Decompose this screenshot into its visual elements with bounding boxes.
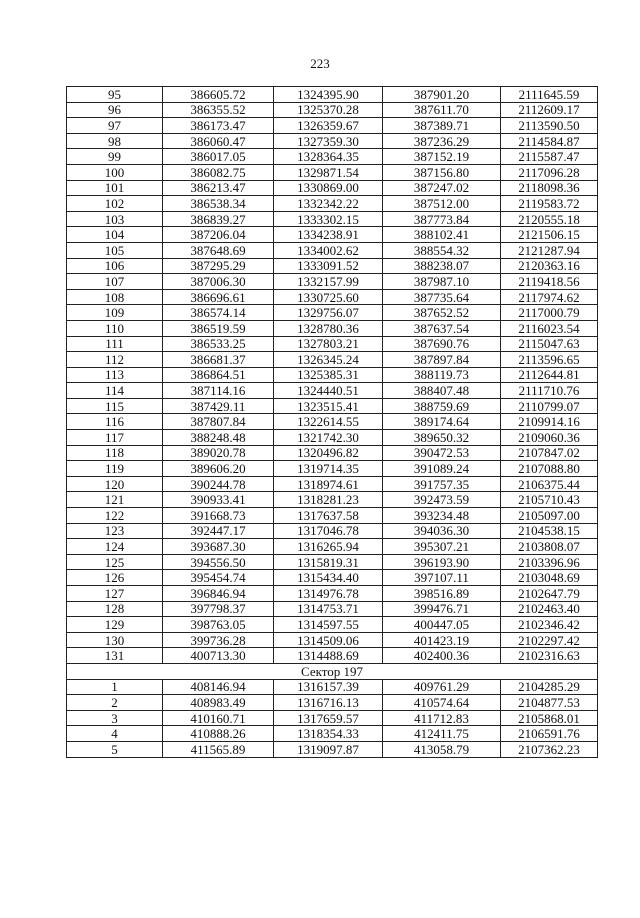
x2-cell: 390472.53 bbox=[383, 445, 501, 461]
x1-cell: 386533.25 bbox=[163, 336, 274, 352]
x1-cell: 386017.05 bbox=[163, 149, 274, 165]
x1-cell: 386605.72 bbox=[163, 87, 274, 103]
point-number-cell: 128 bbox=[67, 601, 163, 617]
table-row bbox=[67, 305, 598, 321]
x2-cell: 388102.41 bbox=[383, 227, 501, 243]
x2-cell: 387236.29 bbox=[383, 133, 501, 149]
y2-cell: 2111645.59 bbox=[501, 87, 598, 103]
point-number-cell: 112 bbox=[67, 352, 163, 368]
table-row bbox=[67, 508, 598, 524]
y2-cell: 2105868.01 bbox=[501, 710, 598, 726]
x1-cell: 387807.84 bbox=[163, 414, 274, 430]
y2-cell: 2114584.87 bbox=[501, 133, 598, 149]
section-title: Сектор 197 bbox=[67, 663, 598, 679]
point-number-cell: 123 bbox=[67, 523, 163, 539]
x2-cell: 393234.48 bbox=[383, 508, 501, 524]
point-number-cell: 110 bbox=[67, 320, 163, 336]
y2-cell: 2102463.40 bbox=[501, 601, 598, 617]
x2-cell: 402400.36 bbox=[383, 648, 501, 664]
y2-cell: 2102647.79 bbox=[501, 586, 598, 602]
y1-cell: 1332342.22 bbox=[274, 196, 383, 212]
point-number-cell: 129 bbox=[67, 617, 163, 633]
x1-cell: 386696.61 bbox=[163, 289, 274, 305]
table-row bbox=[67, 258, 598, 274]
y2-cell: 2109060.36 bbox=[501, 430, 598, 446]
y2-cell: 2103396.96 bbox=[501, 554, 598, 570]
page-number: 223 bbox=[310, 56, 330, 71]
y2-cell: 2116023.54 bbox=[501, 320, 598, 336]
point-number-cell: 106 bbox=[67, 258, 163, 274]
y1-cell: 1319097.87 bbox=[274, 741, 383, 757]
x1-cell: 386519.59 bbox=[163, 320, 274, 336]
y2-cell: 2121506.15 bbox=[501, 227, 598, 243]
y1-cell: 1328364.35 bbox=[274, 149, 383, 165]
point-number-cell: 125 bbox=[67, 554, 163, 570]
point-number-cell: 102 bbox=[67, 196, 163, 212]
point-number-cell: 116 bbox=[67, 414, 163, 430]
x1-cell: 387648.69 bbox=[163, 242, 274, 258]
section-header-body bbox=[67, 663, 598, 679]
x2-cell: 410574.64 bbox=[383, 695, 501, 711]
table-row bbox=[67, 227, 598, 243]
table-row bbox=[67, 741, 598, 757]
x1-cell: 386681.37 bbox=[163, 352, 274, 368]
table-row bbox=[67, 211, 598, 227]
table-row bbox=[67, 601, 598, 617]
table-row bbox=[67, 196, 598, 212]
x2-cell: 387389.71 bbox=[383, 118, 501, 134]
y1-cell: 1326345.24 bbox=[274, 352, 383, 368]
y2-cell: 2105097.00 bbox=[501, 508, 598, 524]
point-number-cell: 107 bbox=[67, 274, 163, 290]
y2-cell: 2117000.79 bbox=[501, 305, 598, 321]
table-row bbox=[67, 398, 598, 414]
x1-cell: 395454.74 bbox=[163, 570, 274, 586]
point-number-cell: 104 bbox=[67, 227, 163, 243]
y2-cell: 2107362.23 bbox=[501, 741, 598, 757]
y2-cell: 2120555.18 bbox=[501, 211, 598, 227]
point-number-cell: 5 bbox=[67, 741, 163, 757]
y2-cell: 2112644.81 bbox=[501, 367, 598, 383]
y1-cell: 1324395.90 bbox=[274, 87, 383, 103]
x1-cell: 392447.17 bbox=[163, 523, 274, 539]
x2-cell: 401423.19 bbox=[383, 632, 501, 648]
point-number-cell: 108 bbox=[67, 289, 163, 305]
x1-cell: 387114.16 bbox=[163, 383, 274, 399]
x1-cell: 386864.51 bbox=[163, 367, 274, 383]
point-number-cell: 97 bbox=[67, 118, 163, 134]
table-row bbox=[67, 430, 598, 446]
y2-cell: 2107088.80 bbox=[501, 461, 598, 477]
y2-cell: 2113596.65 bbox=[501, 352, 598, 368]
table-row bbox=[67, 632, 598, 648]
y1-cell: 1334238.91 bbox=[274, 227, 383, 243]
y2-cell: 2113590.50 bbox=[501, 118, 598, 134]
table-row bbox=[67, 414, 598, 430]
point-number-cell: 99 bbox=[67, 149, 163, 165]
x1-cell: 387206.04 bbox=[163, 227, 274, 243]
x1-cell: 387295.29 bbox=[163, 258, 274, 274]
x1-cell: 387006.30 bbox=[163, 274, 274, 290]
section-row bbox=[67, 663, 598, 679]
table-row bbox=[67, 726, 598, 742]
x2-cell: 394036.30 bbox=[383, 523, 501, 539]
x2-cell: 387735.64 bbox=[383, 289, 501, 305]
y2-cell: 2102346.42 bbox=[501, 617, 598, 633]
x2-cell: 387652.52 bbox=[383, 305, 501, 321]
y2-cell: 2117096.28 bbox=[501, 164, 598, 180]
table-row bbox=[67, 118, 598, 134]
x2-cell: 387901.20 bbox=[383, 87, 501, 103]
point-number-cell: 130 bbox=[67, 632, 163, 648]
x2-cell: 398516.89 bbox=[383, 586, 501, 602]
y2-cell: 2118098.36 bbox=[501, 180, 598, 196]
point-number-cell: 113 bbox=[67, 367, 163, 383]
x2-cell: 387987.10 bbox=[383, 274, 501, 290]
x2-cell: 412411.75 bbox=[383, 726, 501, 742]
point-number-cell: 111 bbox=[67, 336, 163, 352]
point-number-cell: 122 bbox=[67, 508, 163, 524]
x1-cell: 396846.94 bbox=[163, 586, 274, 602]
table-row bbox=[67, 679, 598, 695]
y1-cell: 1317046.78 bbox=[274, 523, 383, 539]
y1-cell: 1315434.40 bbox=[274, 570, 383, 586]
point-number-cell: 4 bbox=[67, 726, 163, 742]
y1-cell: 1318354.33 bbox=[274, 726, 383, 742]
x1-cell: 398763.05 bbox=[163, 617, 274, 633]
y1-cell: 1330725.60 bbox=[274, 289, 383, 305]
x2-cell: 391089.24 bbox=[383, 461, 501, 477]
x2-cell: 387690.76 bbox=[383, 336, 501, 352]
point-number-cell: 103 bbox=[67, 211, 163, 227]
table-row bbox=[67, 445, 598, 461]
y2-cell: 2110799.07 bbox=[501, 398, 598, 414]
table-row bbox=[67, 352, 598, 368]
coordinates-table bbox=[66, 86, 598, 758]
y2-cell: 2106591.76 bbox=[501, 726, 598, 742]
y1-cell: 1321742.30 bbox=[274, 430, 383, 446]
x2-cell: 387152.19 bbox=[383, 149, 501, 165]
x1-cell: 410160.71 bbox=[163, 710, 274, 726]
point-number-cell: 109 bbox=[67, 305, 163, 321]
x2-cell: 392473.59 bbox=[383, 492, 501, 508]
point-number-cell: 1 bbox=[67, 679, 163, 695]
y2-cell: 2120363.16 bbox=[501, 258, 598, 274]
y1-cell: 1327803.21 bbox=[274, 336, 383, 352]
y2-cell: 2117974.62 bbox=[501, 289, 598, 305]
y2-cell: 2111710.76 bbox=[501, 383, 598, 399]
point-number-cell: 115 bbox=[67, 398, 163, 414]
y1-cell: 1316265.94 bbox=[274, 539, 383, 555]
y1-cell: 1333091.52 bbox=[274, 258, 383, 274]
table-row bbox=[67, 695, 598, 711]
y2-cell: 2121287.94 bbox=[501, 242, 598, 258]
y2-cell: 2119418.56 bbox=[501, 274, 598, 290]
point-number-cell: 96 bbox=[67, 102, 163, 118]
point-number-cell: 114 bbox=[67, 383, 163, 399]
y2-cell: 2107847.02 bbox=[501, 445, 598, 461]
x1-cell: 386060.47 bbox=[163, 133, 274, 149]
table-row bbox=[67, 554, 598, 570]
x1-cell: 390933.41 bbox=[163, 492, 274, 508]
x1-cell: 386574.14 bbox=[163, 305, 274, 321]
x1-cell: 397798.37 bbox=[163, 601, 274, 617]
y1-cell: 1326359.67 bbox=[274, 118, 383, 134]
point-number-cell: 118 bbox=[67, 445, 163, 461]
y1-cell: 1325385.31 bbox=[274, 367, 383, 383]
x2-cell: 389650.32 bbox=[383, 430, 501, 446]
y2-cell: 2104285.29 bbox=[501, 679, 598, 695]
x2-cell: 397107.11 bbox=[383, 570, 501, 586]
y2-cell: 2104538.15 bbox=[501, 523, 598, 539]
y1-cell: 1314976.78 bbox=[274, 586, 383, 602]
x1-cell: 386839.27 bbox=[163, 211, 274, 227]
point-number-cell: 127 bbox=[67, 586, 163, 602]
x2-cell: 388407.48 bbox=[383, 383, 501, 399]
table-row bbox=[67, 274, 598, 290]
y1-cell: 1323515.41 bbox=[274, 398, 383, 414]
y2-cell: 2104877.53 bbox=[501, 695, 598, 711]
x2-cell: 387897.84 bbox=[383, 352, 501, 368]
x1-cell: 408983.49 bbox=[163, 695, 274, 711]
table-row bbox=[67, 133, 598, 149]
x2-cell: 411712.83 bbox=[383, 710, 501, 726]
y1-cell: 1332157.99 bbox=[274, 274, 383, 290]
table-row bbox=[67, 523, 598, 539]
table-row bbox=[67, 617, 598, 633]
point-number-cell: 121 bbox=[67, 492, 163, 508]
point-number-cell: 98 bbox=[67, 133, 163, 149]
table-body-part1 bbox=[67, 87, 598, 664]
table-row bbox=[67, 320, 598, 336]
point-number-cell: 120 bbox=[67, 476, 163, 492]
y1-cell: 1334002.62 bbox=[274, 242, 383, 258]
y1-cell: 1317659.57 bbox=[274, 710, 383, 726]
x2-cell: 400447.05 bbox=[383, 617, 501, 633]
table-row bbox=[67, 648, 598, 664]
x2-cell: 388119.73 bbox=[383, 367, 501, 383]
table-row bbox=[67, 476, 598, 492]
x1-cell: 387429.11 bbox=[163, 398, 274, 414]
y2-cell: 2102316.63 bbox=[501, 648, 598, 664]
table-row bbox=[67, 87, 598, 103]
y2-cell: 2115047.63 bbox=[501, 336, 598, 352]
point-number-cell: 119 bbox=[67, 461, 163, 477]
table-row bbox=[67, 149, 598, 165]
table-row bbox=[67, 710, 598, 726]
point-number-cell: 126 bbox=[67, 570, 163, 586]
x2-cell: 387512.00 bbox=[383, 196, 501, 212]
x2-cell: 391757.35 bbox=[383, 476, 501, 492]
y1-cell: 1317637.58 bbox=[274, 508, 383, 524]
table-row bbox=[67, 367, 598, 383]
table-row bbox=[67, 383, 598, 399]
table-row bbox=[67, 180, 598, 196]
table-row bbox=[67, 570, 598, 586]
y2-cell: 2119583.72 bbox=[501, 196, 598, 212]
y1-cell: 1318974.61 bbox=[274, 476, 383, 492]
table-row bbox=[67, 336, 598, 352]
x1-cell: 389606.20 bbox=[163, 461, 274, 477]
table-row bbox=[67, 102, 598, 118]
point-number-cell: 105 bbox=[67, 242, 163, 258]
y1-cell: 1316157.39 bbox=[274, 679, 383, 695]
x1-cell: 391668.73 bbox=[163, 508, 274, 524]
x1-cell: 388248.48 bbox=[163, 430, 274, 446]
y1-cell: 1327359.30 bbox=[274, 133, 383, 149]
x1-cell: 399736.28 bbox=[163, 632, 274, 648]
x2-cell: 413058.79 bbox=[383, 741, 501, 757]
x1-cell: 386355.52 bbox=[163, 102, 274, 118]
x2-cell: 387611.70 bbox=[383, 102, 501, 118]
y1-cell: 1333302.15 bbox=[274, 211, 383, 227]
table-row bbox=[67, 539, 598, 555]
x1-cell: 390244.78 bbox=[163, 476, 274, 492]
y1-cell: 1319714.35 bbox=[274, 461, 383, 477]
table-row bbox=[67, 461, 598, 477]
table-body-part2 bbox=[67, 679, 598, 757]
x2-cell: 395307.21 bbox=[383, 539, 501, 555]
y1-cell: 1330869.00 bbox=[274, 180, 383, 196]
y1-cell: 1315819.31 bbox=[274, 554, 383, 570]
point-number-cell: 3 bbox=[67, 710, 163, 726]
x2-cell: 388554.32 bbox=[383, 242, 501, 258]
y2-cell: 2105710.43 bbox=[501, 492, 598, 508]
x2-cell: 399476.71 bbox=[383, 601, 501, 617]
y1-cell: 1322614.55 bbox=[274, 414, 383, 430]
table-row bbox=[67, 492, 598, 508]
table-row bbox=[67, 242, 598, 258]
x1-cell: 386082.75 bbox=[163, 164, 274, 180]
y2-cell: 2109914.16 bbox=[501, 414, 598, 430]
x1-cell: 410888.26 bbox=[163, 726, 274, 742]
x2-cell: 387773.84 bbox=[383, 211, 501, 227]
y2-cell: 2106375.44 bbox=[501, 476, 598, 492]
x2-cell: 409761.29 bbox=[383, 679, 501, 695]
y1-cell: 1318281.23 bbox=[274, 492, 383, 508]
x1-cell: 386538.34 bbox=[163, 196, 274, 212]
y2-cell: 2103048.69 bbox=[501, 570, 598, 586]
point-number-cell: 101 bbox=[67, 180, 163, 196]
x2-cell: 387247.02 bbox=[383, 180, 501, 196]
x2-cell: 388238.07 bbox=[383, 258, 501, 274]
y1-cell: 1328780.36 bbox=[274, 320, 383, 336]
y1-cell: 1325370.28 bbox=[274, 102, 383, 118]
point-number-cell: 100 bbox=[67, 164, 163, 180]
y2-cell: 2112609.17 bbox=[501, 102, 598, 118]
y1-cell: 1316716.13 bbox=[274, 695, 383, 711]
x1-cell: 394556.50 bbox=[163, 554, 274, 570]
y1-cell: 1314509.06 bbox=[274, 632, 383, 648]
y2-cell: 2102297.42 bbox=[501, 632, 598, 648]
y1-cell: 1329756.07 bbox=[274, 305, 383, 321]
point-number-cell: 95 bbox=[67, 87, 163, 103]
x2-cell: 388759.69 bbox=[383, 398, 501, 414]
point-number-cell: 131 bbox=[67, 648, 163, 664]
x1-cell: 386173.47 bbox=[163, 118, 274, 134]
x1-cell: 400713.30 bbox=[163, 648, 274, 664]
x2-cell: 387637.54 bbox=[383, 320, 501, 336]
point-number-cell: 117 bbox=[67, 430, 163, 446]
point-number-cell: 2 bbox=[67, 695, 163, 711]
y1-cell: 1320496.82 bbox=[274, 445, 383, 461]
y1-cell: 1329871.54 bbox=[274, 164, 383, 180]
table-row bbox=[67, 586, 598, 602]
y1-cell: 1324440.51 bbox=[274, 383, 383, 399]
x2-cell: 389174.64 bbox=[383, 414, 501, 430]
x2-cell: 396193.90 bbox=[383, 554, 501, 570]
x1-cell: 411565.89 bbox=[163, 741, 274, 757]
y2-cell: 2115587.47 bbox=[501, 149, 598, 165]
y2-cell: 2103808.07 bbox=[501, 539, 598, 555]
x1-cell: 408146.94 bbox=[163, 679, 274, 695]
x1-cell: 386213.47 bbox=[163, 180, 274, 196]
x2-cell: 387156.80 bbox=[383, 164, 501, 180]
x1-cell: 393687.30 bbox=[163, 539, 274, 555]
x1-cell: 389020.78 bbox=[163, 445, 274, 461]
table-row bbox=[67, 164, 598, 180]
y1-cell: 1314488.69 bbox=[274, 648, 383, 664]
y1-cell: 1314597.55 bbox=[274, 617, 383, 633]
y1-cell: 1314753.71 bbox=[274, 601, 383, 617]
table-row bbox=[67, 289, 598, 305]
point-number-cell: 124 bbox=[67, 539, 163, 555]
